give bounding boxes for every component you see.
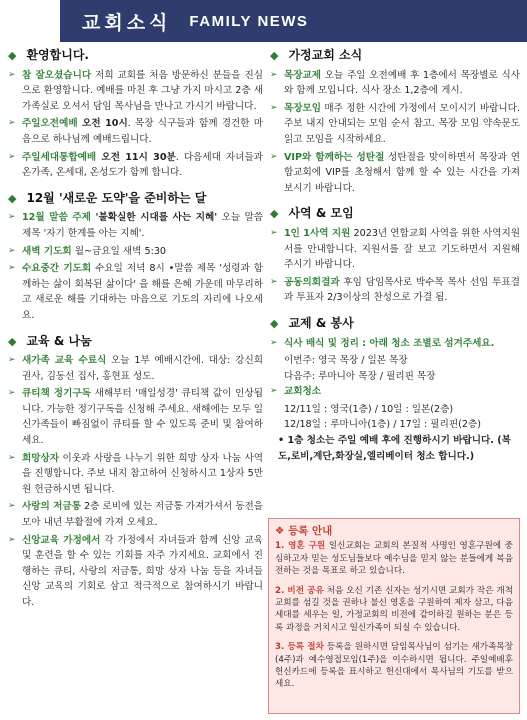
- list-item: [270, 336, 520, 352]
- arrow-icon: ➢: [270, 276, 278, 287]
- list-item: [270, 275, 520, 306]
- page-header: [60, 0, 527, 42]
- item-text: 오늘 1부 예배시간에. 대상: 강신희 권사, 김동선 집사, 홍현표 성도.: [22, 355, 263, 382]
- item-text: . 목장 식구들과 함께 경건한 마음으로 하나님께 예배드립니다.: [22, 118, 263, 145]
- section-family: [270, 48, 520, 64]
- list-item: [8, 386, 263, 448]
- section-welcome: [8, 48, 263, 64]
- item-bold: 오전 11시 30분: [96, 151, 176, 163]
- section-title: 교육 & 나눔: [26, 333, 92, 348]
- section-december: [8, 191, 263, 207]
- arrow-icon: ➢: [8, 534, 16, 545]
- list-item: [8, 244, 263, 260]
- section-education: [8, 334, 263, 350]
- section-title: 가정교회 소식: [288, 48, 363, 62]
- arrow-icon: ➢: [8, 118, 16, 129]
- list-item: [8, 116, 263, 147]
- list-item: [8, 499, 263, 530]
- diamond-icon: ◆: [270, 49, 279, 62]
- paragraph-heading: 1. 영혼 구원: [275, 541, 326, 552]
- list-item: [270, 384, 520, 400]
- arrow-icon: ➢: [8, 245, 16, 256]
- arrow-icon: ➢: [8, 212, 16, 223]
- cleaning-note: • 1층 청소는 주일 예배 후에 진행하시기 바랍니다. (복도,로비,계단,화장실,엘리베이터 청소 합니다.): [278, 435, 511, 462]
- paragraph-heading: 2. 비전 공유: [275, 585, 324, 596]
- item-text: 수요일 저녁 8시 •말씀 제목 '성령과 함께하는 삶이 회복된 삶이다' 을 해를 은혜 가운데 마무리하고 새로운 해를 기대하는 마음으로 기도의 자리에 나오세요.: [22, 263, 263, 321]
- item-highlight: 사랑의 저금통: [22, 501, 81, 513]
- item-highlight: 목장모임: [284, 102, 322, 114]
- arrow-icon: ➢: [8, 452, 16, 463]
- item-highlight: 12월 말씀 주제: [22, 212, 91, 224]
- paragraph-text: 등록을 원하시면 담임목사님이 섬기는 새가족목장(4주)과 예수영접모임(1주)을 이수하시면 됩니다. 주일예배후 헌신카드에 등록을 표시하고 헌신대에서 목사님의 기도를 받으세요.: [275, 642, 513, 690]
- arrow-icon: ➢: [270, 69, 278, 80]
- arrow-icon: ➢: [8, 69, 16, 80]
- section-title: 12월 '새로운 도약'을 준비하는 달: [26, 190, 207, 205]
- list-item: [8, 210, 263, 241]
- item-bold: 오전 10시: [77, 118, 128, 130]
- diamond-icon: ◆: [8, 334, 17, 348]
- item-text: 매주 정한 시간에 가정에서 모이시기 바랍니다. 주보 내지 안내되는 모임 순서 참고. 목장 모임 약속문도 읽고 모임을 시작하세요.: [284, 102, 520, 145]
- list-item: [270, 68, 520, 99]
- item-highlight: 식사 배식 및 정리 : 아래 청소 조별로 섬겨주세요.: [284, 337, 495, 349]
- arrow-icon: ➢: [8, 151, 16, 162]
- item-text: 각 가정에서 자녀들과 함께 신앙 교육 및 훈련을 할 수 있는 기회를 자주 가지세요. 교회에서 진행하는 큐티, 사랑의 저금통, 희망 상자 나눔 등을 자녀들 신앙 교육의 기회로 삼고 적극적으로 참여하시기 바랍니다.: [22, 534, 264, 608]
- item-text: . 다음세대 자녀들과 온가족, 온세대, 온성도가 함께 합니다.: [22, 151, 263, 179]
- meal-line: 다음주: 루마니아 목장 / 필리핀 목장: [284, 370, 436, 382]
- diamond-icon: ◆: [8, 49, 17, 62]
- header-title-kr: 교회소식: [82, 11, 172, 34]
- arrow-icon: ➢: [8, 263, 16, 274]
- item-text: 2층 로비에 있는 저금통 가져가셔서 동전을 모아 내년 부활절에 가져 오세요.: [22, 501, 263, 529]
- item-highlight: 주일세대통합예배: [22, 151, 97, 163]
- section-title: 환영합니다.: [26, 48, 89, 62]
- item-text: 월~금요일 새벽 5:30: [71, 245, 167, 257]
- diamond-icon: ◆: [8, 191, 17, 205]
- item-text: 후임 담임목사로 박수목 목사 선임 투표결과 투표자 2/3이상의 찬성으로 가결 됨.: [284, 276, 520, 304]
- arrow-icon: ➢: [8, 388, 16, 399]
- list-item: [8, 68, 263, 115]
- clean-line: 12/11일 : 영국(1층) / 10일 : 일본(2층): [284, 403, 454, 415]
- arrow-icon: ➢: [270, 227, 278, 238]
- item-text: 새해부터 '매일성경' 큐티책 값이 인상됩니다. 가능한 정기구독을 신청해 주세요. 새해에는 모두 일신가족들이 빠짐없이 큐티를 할 수 있도록 준비 및 참여하세요.: [22, 388, 263, 447]
- registration-paragraph: [275, 585, 513, 635]
- item-highlight: 공동의회결과: [284, 276, 340, 288]
- item-highlight: 교회청소: [284, 386, 322, 398]
- paragraph-text: 일신교회는 교회의 본질적 사명인 영혼구원에 중심하고자 믿는 성도님들보다 예수님을 믿지 않는 분들에게 복음 전하는 것을 목표로 하고 있습니다.: [275, 541, 513, 577]
- item-text: 저희 교회를 처음 방문하신 분들을 진심으로 환영합니다. 예배를 마친 후 그냥 가지 마시고 2층 새가족실로 오셔서 담임 목사님을 만나고 가시기 바랍니다.: [22, 69, 264, 112]
- header-accent: [0, 0, 60, 42]
- list-item: [270, 150, 520, 197]
- item-text: 오늘 말씀 제목 '자기 한계를 아는 지혜'.: [22, 212, 263, 239]
- diamond-icon: ◆: [270, 207, 279, 221]
- item-highlight: 수요중간 기도회: [22, 263, 92, 275]
- section-title: 교제 & 봉사: [288, 315, 354, 330]
- list-item: [8, 451, 263, 498]
- item-text: 오늘 주일 오전예배 후 1층에서 목장별로 식사와 함께 모입니다. 식사 장소 1,2층에 게시.: [284, 69, 520, 97]
- list-item: [270, 101, 520, 148]
- item-highlight: 새가족 교육 수료식: [22, 355, 107, 367]
- list-item: [8, 150, 263, 181]
- arrow-icon: ➢: [270, 386, 278, 397]
- registration-title: ❖ 등록 안내: [275, 525, 333, 537]
- section-mission: [270, 206, 520, 222]
- list-item: [270, 226, 520, 273]
- registration-paragraph: [275, 641, 513, 691]
- registration-paragraph: [275, 540, 513, 577]
- item-highlight: 참 잘오셨습니다: [22, 69, 92, 81]
- arrow-icon: ➢: [8, 501, 16, 512]
- header-title-en: FAMILY NEWS: [189, 12, 309, 30]
- item-text: 2023년 연합교회 사역을 위한 사역지원서를 안내합니다. 지원서를 잘 보고 기도하면서 지원해 주시기 바랍니다.: [284, 227, 520, 271]
- arrow-icon: ➢: [8, 355, 16, 366]
- item-highlight: 큐티책 정기구독: [22, 388, 91, 400]
- item-text: 성탄절을 맞이하면서 목장과 연합교회에 VIP를 초청해서 함께 할 수 있는 시간을 가져 보시기 바랍니다.: [284, 151, 520, 194]
- list-item: [8, 353, 263, 384]
- list-item: [8, 533, 263, 611]
- item-bold: '불확실한 시대를 사는 지혜': [90, 212, 218, 224]
- paragraph-heading: 3. 등록 절차: [275, 642, 324, 653]
- list-item: [8, 261, 263, 323]
- registration-box: [268, 518, 520, 714]
- clean-line: 12/18일 : 루마니아(1층) / 17일 : 필리핀(2층): [284, 419, 481, 431]
- arrow-icon: ➢: [270, 337, 278, 348]
- paragraph-text: 처음 오신 기존 신자는 성기시면 교회가 작은 개척교회를 섬길 것을 권하나 불신 영혼을 구원하여 제자 삼고, 다음 세대를 세우는 일, 가정교회의 비전에 같이하길 원하는 분은 등록 과정을 거치시고 일신가족이 되실 수 있습니다.: [275, 585, 514, 633]
- arrow-icon: ➢: [270, 102, 278, 113]
- right-column: [270, 48, 520, 464]
- item-highlight: 신앙교육 가정에서: [22, 534, 101, 546]
- arrow-icon: ➢: [270, 151, 278, 162]
- item-highlight: 1인 1사역 지원: [284, 227, 351, 239]
- item-highlight: VIP와 함께하는 성탄절: [284, 151, 385, 163]
- section-title: 사역 & 모임: [288, 206, 354, 221]
- item-highlight: 희망상자: [22, 452, 60, 464]
- item-highlight: 목장교제: [284, 69, 322, 81]
- diamond-icon: ◆: [270, 316, 279, 330]
- item-highlight: 주일오전예배: [22, 118, 78, 130]
- item-highlight: 새벽 기도회: [22, 245, 72, 257]
- section-service: [270, 316, 520, 332]
- item-text: 이웃과 사랑을 나누기 위한 희망 상자 나눔 사역을 진행합니다. 주보 내지 참고하여 신청하시고 1상자 5만원 헌금하시면 됩니다.: [22, 452, 263, 495]
- meal-line: 이번주: 영국 목장 / 일본 목장: [284, 355, 408, 367]
- left-column: [8, 48, 263, 613]
